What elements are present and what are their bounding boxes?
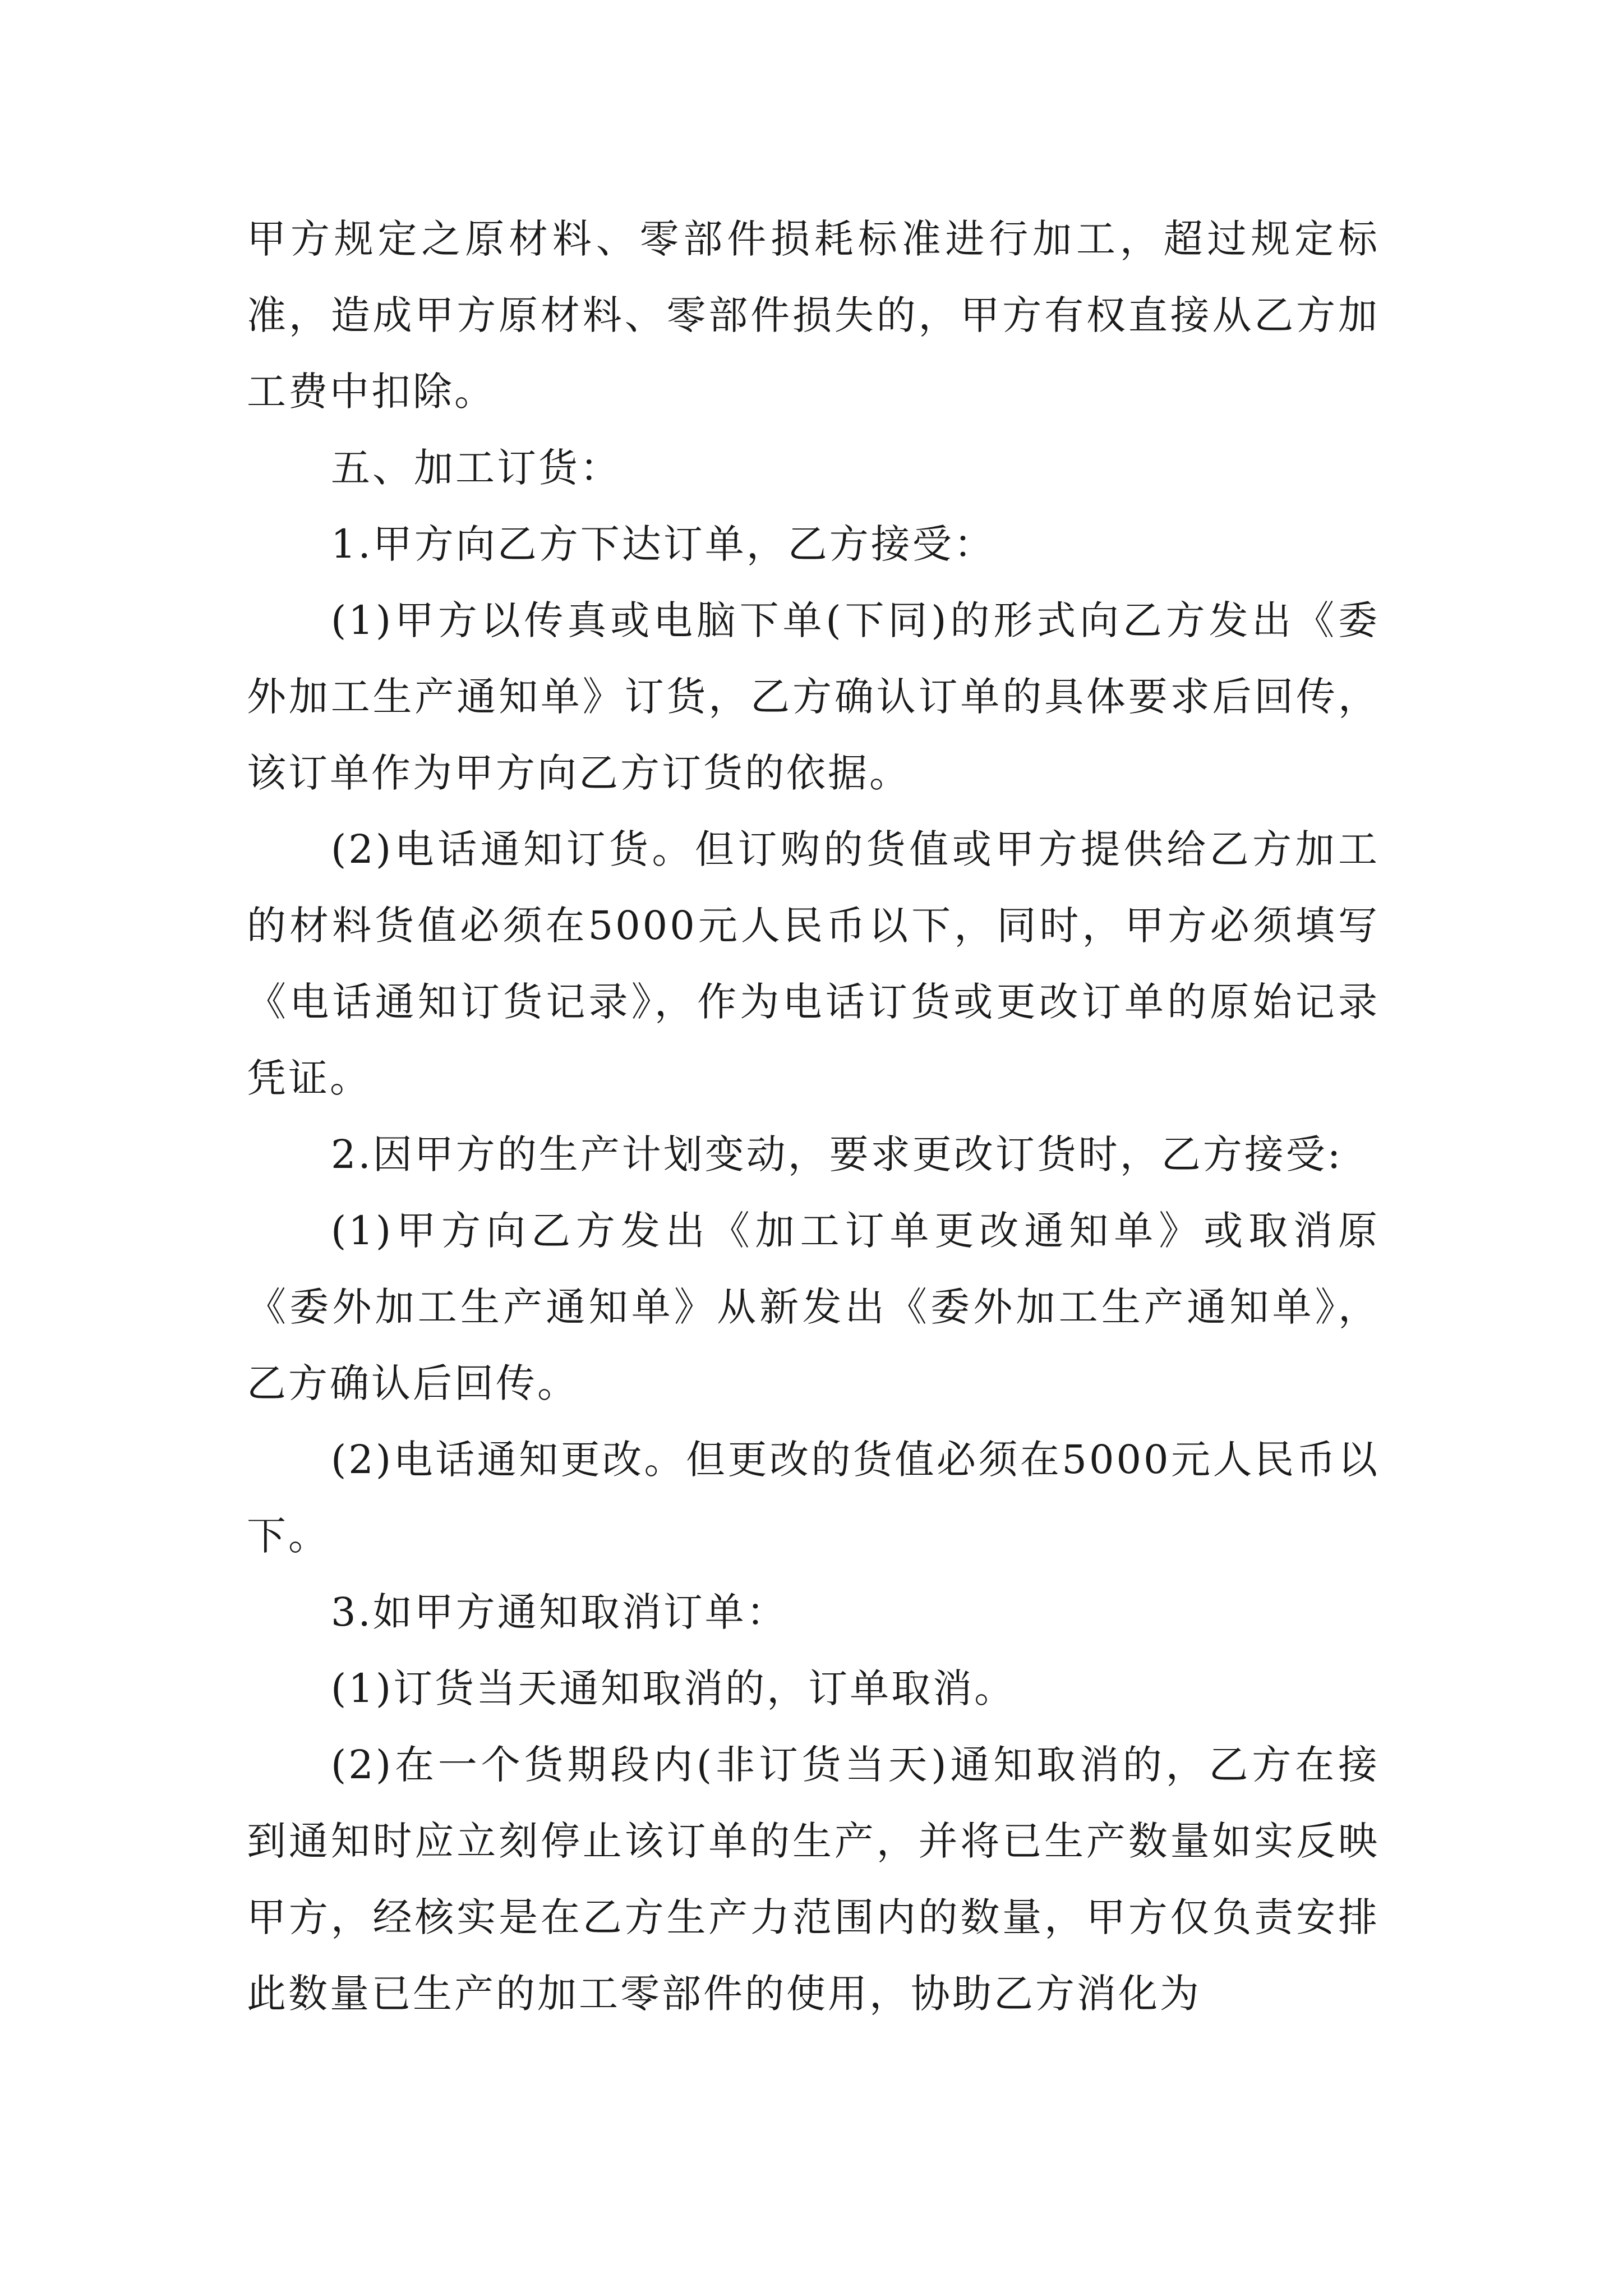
clause-heading: 2.因甲方的生产计划变动，要求更改订货时，乙方接受:: [331, 1131, 1343, 1177]
clause-heading: 3.如甲方通知取消订单：: [331, 1589, 788, 1635]
subclause: (1)订货当天通知取消的，订单取消。: [331, 1665, 1016, 1711]
subclause: (2)电话通知更改。但更改的货值必须在5000元人民币以下。: [247, 1437, 1380, 1559]
clause-heading: 1.甲方向乙方下达订单，乙方接受：: [331, 521, 995, 567]
document-body: [247, 201, 1380, 2032]
subclause: (2)在一个货期段内(非订货当天)通知取消的，乙方在接到通知时应立刻停止该订单的生产，并将已生产数量如实反映甲方，经核实是在乙方生产力范围内的数量，甲方仅负责安排此数量已生产的加工零部件的使用，协助乙方消化为: [247, 1742, 1380, 2017]
section-heading: 五、加工订货：: [331, 445, 621, 491]
subclause: (1)甲方向乙方发出《加工订单更改通知单》或取消原《委外加工生产通知单》从新发出《委外加工生产通知单》，乙方确认后回传。: [247, 1208, 1380, 1406]
subclause: (2)电话通知订货。但订购的货值或甲方提供给乙方加工的材料货值必须在5000元人民币以下，同时，甲方必须填写《电话通知订货记录》，作为电话订货或更改订单的原始记录凭证。: [247, 826, 1380, 1101]
paragraph: 甲方规定之原材料、零部件损耗标准进行加工，超过规定标准，造成甲方原材料、零部件损失的，甲方有权直接从乙方加工费中扣除。: [247, 216, 1380, 415]
subclause: (1)甲方以传真或电脑下单(下同)的形式向乙方发出《委外加工生产通知单》订货，乙方确认订单的具体要求后回传，该订单作为甲方向乙方订货的依据。: [247, 597, 1380, 796]
